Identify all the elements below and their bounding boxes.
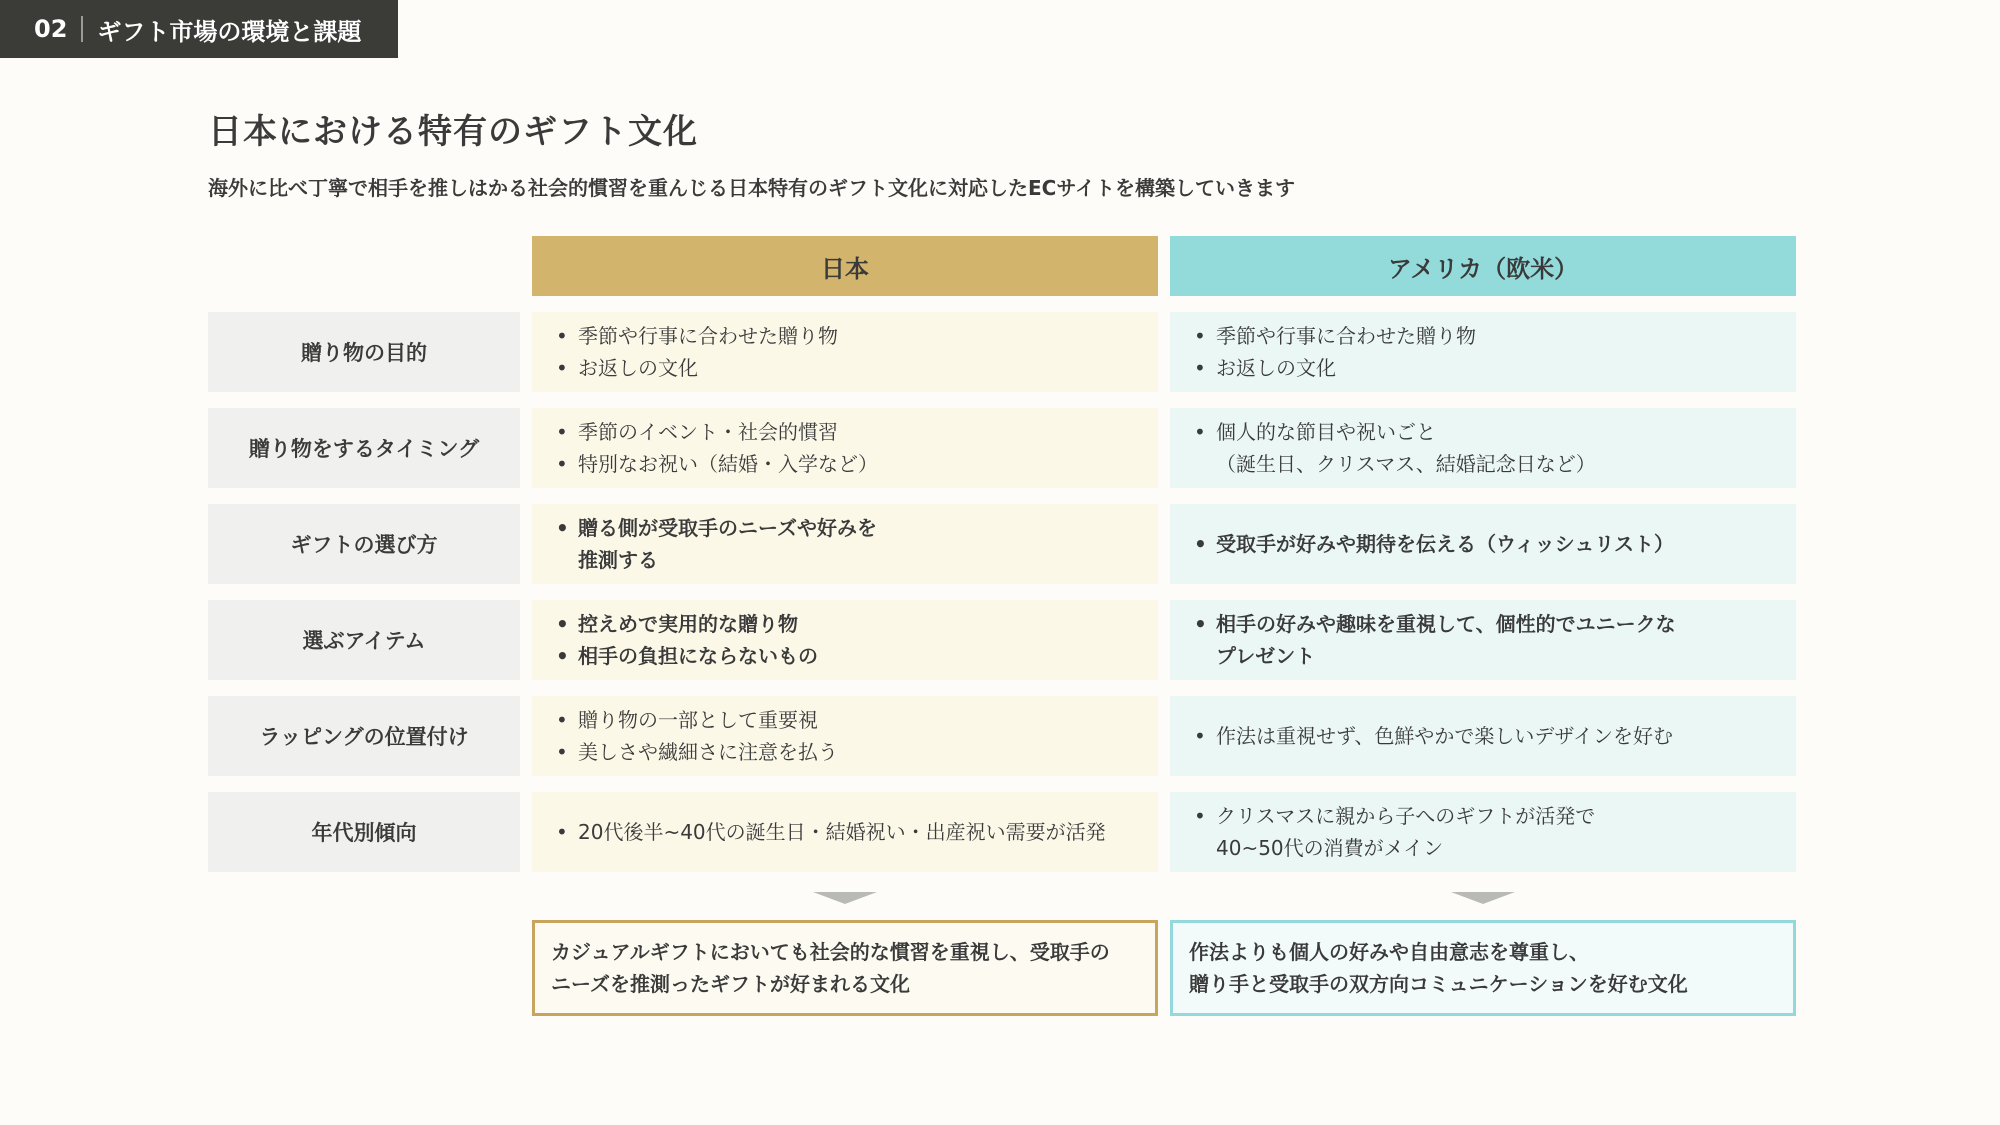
bullet-list xyxy=(1194,528,1796,560)
row-label: 選ぶアイテム xyxy=(208,600,520,680)
column-header-japan: 日本 xyxy=(532,236,1158,296)
bullet-list xyxy=(1194,320,1796,384)
list-item: • クリスマスに親から子へのギフトが活発で 40~50代の消費がメイン xyxy=(1194,800,1796,864)
bullet-list xyxy=(1194,800,1796,864)
down-arrow-icon xyxy=(813,892,877,904)
list-item: • お返しの文化 xyxy=(1194,352,1796,384)
cell-japan xyxy=(532,408,1158,488)
row-label: 贈り物の目的 xyxy=(208,312,520,392)
list-item: • 20代後半~40代の誕生日・結婚祝い・出産祝い需要が活発 xyxy=(556,816,1158,848)
list-item: • 個人的な節目や祝いごと （誕生日、クリスマス、結婚記念日など） xyxy=(1194,416,1796,480)
page-subtitle: 海外に比べ丁寧で相手を推しはかる社会的慣習を重んじる日本特有のギフト文化に対応したECサイトを構築していきます xyxy=(208,176,1295,200)
cell-america xyxy=(1170,408,1796,488)
bullet-list xyxy=(556,704,1158,768)
list-item: • 美しさや繊細さに注意を払う xyxy=(556,736,1158,768)
table-row xyxy=(208,408,1796,488)
row-label: 贈り物をするタイミング xyxy=(208,408,520,488)
cell-japan xyxy=(532,792,1158,872)
list-item: • 贈る側が受取手のニーズや好みを 推測する xyxy=(556,512,1158,576)
bullet-list xyxy=(556,512,1158,576)
list-item: • 季節や行事に合わせた贈り物 xyxy=(556,320,1158,352)
table-row xyxy=(208,312,1796,392)
table-row xyxy=(208,600,1796,680)
list-item: • 控えめで実用的な贈り物 xyxy=(556,608,1158,640)
conclusion-america: 作法よりも個人の好みや自由意志を尊重し、 贈り手と受取手の双方向コミュニケーションを好む文化 xyxy=(1170,920,1796,1016)
cell-japan xyxy=(532,312,1158,392)
table-row xyxy=(208,792,1796,872)
cell-america xyxy=(1170,504,1796,584)
table-row xyxy=(208,504,1796,584)
row-label: ギフトの選び方 xyxy=(208,504,520,584)
bullet-list xyxy=(1194,416,1796,480)
bullet-list xyxy=(556,416,1158,480)
section-number: 02 xyxy=(34,15,68,43)
cell-america xyxy=(1170,792,1796,872)
list-item: • 相手の好みや趣味を重視して、個性的でユニークな プレゼント xyxy=(1194,608,1796,672)
cell-japan xyxy=(532,504,1158,584)
bullet-list xyxy=(556,320,1158,384)
bullet-list xyxy=(1194,720,1796,752)
cell-japan xyxy=(532,696,1158,776)
conclusion-japan: カジュアルギフトにおいても社会的な慣習を重視し、受取手の ニーズを推測ったギフトが好まれる文化 xyxy=(532,920,1158,1016)
list-item: • 贈り物の一部として重要視 xyxy=(556,704,1158,736)
cell-america xyxy=(1170,312,1796,392)
bullet-list xyxy=(1194,608,1796,672)
down-arrow-icon xyxy=(1451,892,1515,904)
column-header-america: アメリカ（欧米） xyxy=(1170,236,1796,296)
list-item: • 作法は重視せず、色鮮やかで楽しいデザインを好む xyxy=(1194,720,1796,752)
page-title: 日本における特有のギフト文化 xyxy=(208,112,698,152)
cell-japan xyxy=(532,600,1158,680)
list-item: • 季節のイベント・社会的慣習 xyxy=(556,416,1158,448)
bullet-list xyxy=(556,608,1158,672)
list-item: • 受取手が好みや期待を伝える（ウィッシュリスト） xyxy=(1194,528,1796,560)
row-label: ラッピングの位置付け xyxy=(208,696,520,776)
cell-america xyxy=(1170,696,1796,776)
section-tag xyxy=(0,0,398,58)
row-label: 年代別傾向 xyxy=(208,792,520,872)
list-item: • 相手の負担にならないもの xyxy=(556,640,1158,672)
list-item: • 特別なお祝い（結婚・入学など） xyxy=(556,448,1158,480)
section-divider xyxy=(81,16,83,42)
cell-america xyxy=(1170,600,1796,680)
table-row xyxy=(208,696,1796,776)
list-item: • お返しの文化 xyxy=(556,352,1158,384)
bullet-list xyxy=(556,816,1158,848)
section-title: ギフト市場の環境と課題 xyxy=(97,17,362,46)
list-item: • 季節や行事に合わせた贈り物 xyxy=(1194,320,1796,352)
